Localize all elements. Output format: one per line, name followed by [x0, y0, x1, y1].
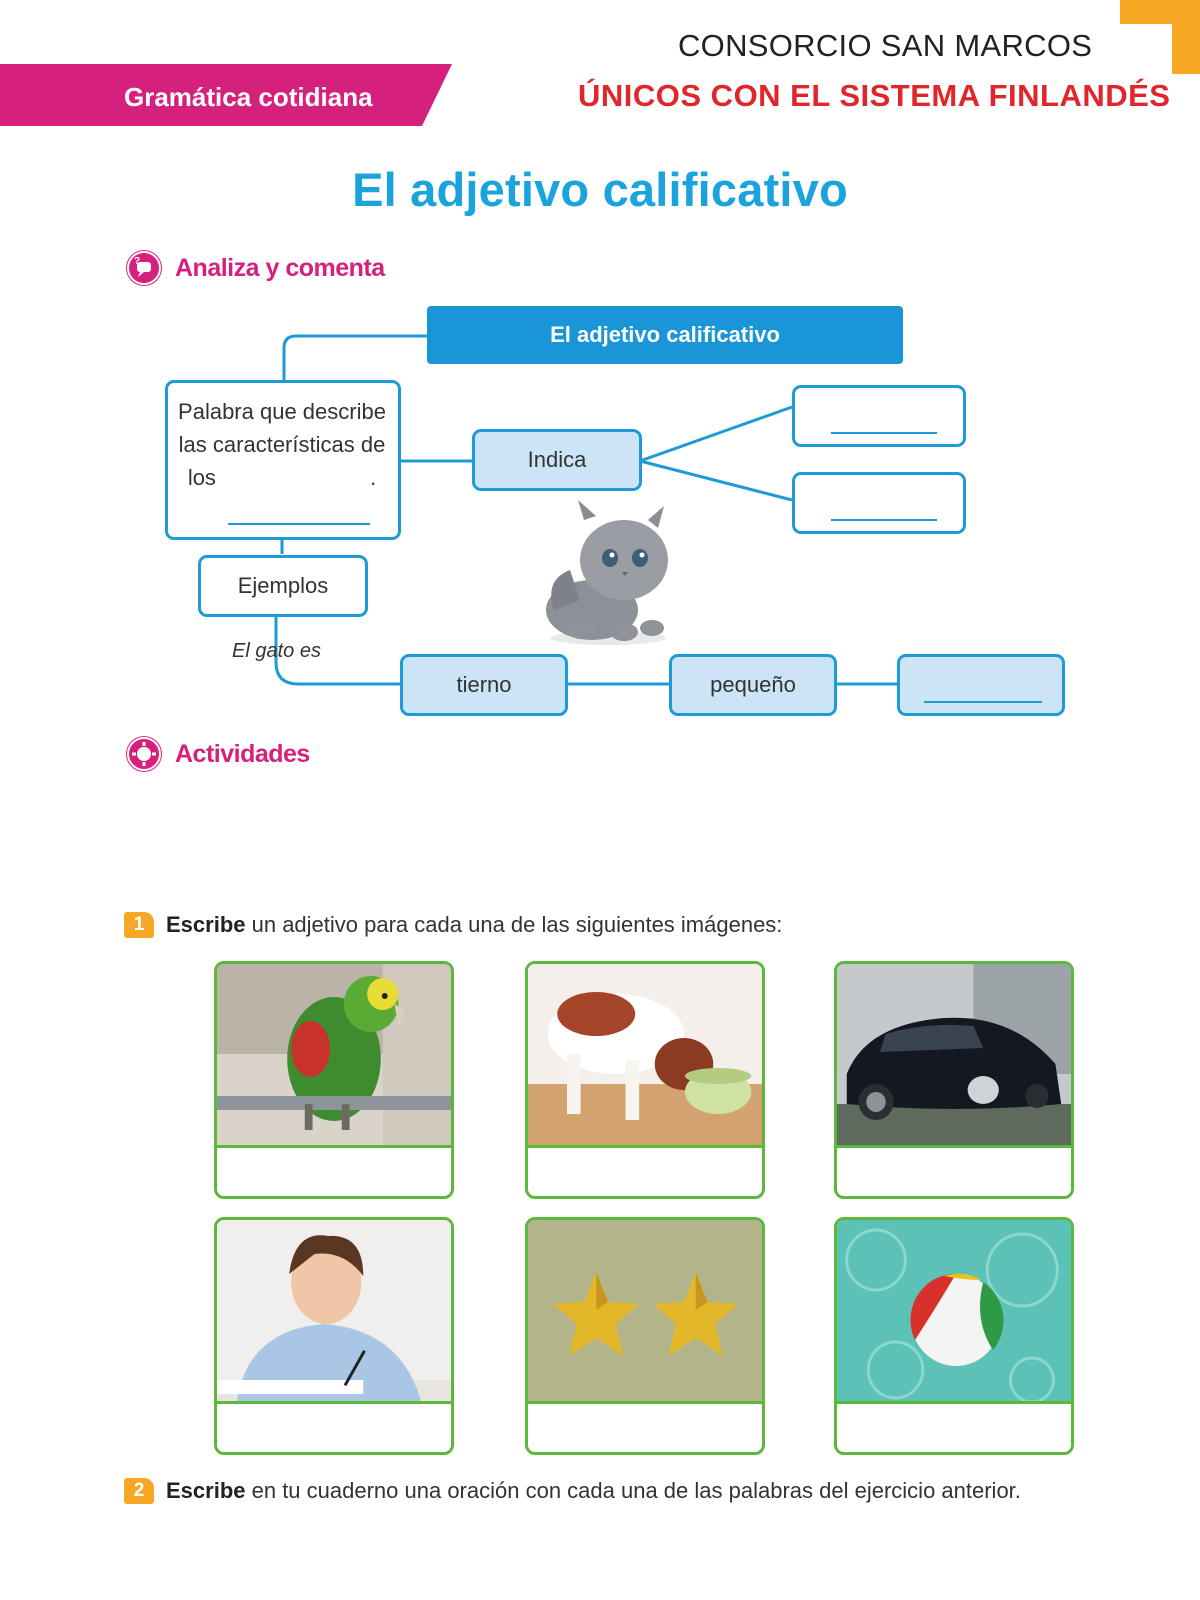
activity-2-instruction: Escribe en tu cuaderno una oración con cada una de las palabras del ejercicio anterior. — [166, 1478, 1021, 1503]
activity-number-1: 1 — [124, 912, 154, 938]
answer-field[interactable] — [837, 1401, 1071, 1452]
image-card-boy — [214, 1217, 454, 1455]
indica-answer-box-2[interactable] — [792, 472, 966, 534]
answer-field[interactable] — [837, 1145, 1071, 1196]
page-title: El adjetivo calificativo — [352, 163, 848, 216]
answer-field[interactable] — [217, 1145, 451, 1196]
image-card-parrot — [214, 961, 454, 1199]
answer-field[interactable] — [528, 1401, 762, 1452]
parrot-image — [217, 964, 451, 1148]
corner-decoration — [1120, 0, 1200, 74]
indica-box: Indica — [472, 429, 642, 491]
answer-blank[interactable] — [831, 432, 937, 434]
stars-image — [528, 1220, 762, 1404]
ejemplos-box: Ejemplos — [198, 555, 368, 617]
image-card-stars — [525, 1217, 765, 1455]
boy-image — [217, 1220, 451, 1404]
dog-image — [528, 964, 762, 1148]
map-title-box: El adjetivo calificativo — [427, 306, 903, 364]
example-box-2: pequeño — [669, 654, 837, 716]
example-answer-box[interactable] — [897, 654, 1065, 716]
answer-blank[interactable] — [831, 519, 937, 521]
indica-answer-box-1[interactable] — [792, 385, 966, 447]
activity-number-2: 2 — [124, 1478, 154, 1504]
answer-field[interactable] — [217, 1401, 451, 1452]
section-heading-actividades: Actividades — [175, 740, 310, 768]
image-card-ball — [834, 1217, 1074, 1455]
brand-slogan: ÚNICOS CON EL SISTEMA FINLANDÉS — [578, 78, 1171, 113]
image-card-dog — [525, 961, 765, 1199]
section-tab-label: Gramática cotidiana — [124, 82, 373, 112]
section-heading-analiza: Analiza y comenta — [175, 254, 385, 282]
definition-blank[interactable] — [228, 523, 370, 525]
image-card-car — [834, 961, 1074, 1199]
example-box-1: tierno — [400, 654, 568, 716]
car-image — [837, 964, 1071, 1148]
kitten-image — [540, 500, 680, 648]
activity-1-instruction: Escribe un adjetivo para cada una de las siguientes imágenes: — [166, 912, 783, 937]
beach-ball-image — [837, 1220, 1071, 1404]
definition-text: Palabra que describe las características de los . — [178, 399, 386, 490]
svg-text:?: ? — [134, 256, 141, 267]
example-prefix: El gato es — [232, 640, 321, 662]
answer-blank[interactable] — [924, 701, 1042, 703]
gear-icon — [126, 736, 162, 772]
brand-name: CONSORCIO SAN MARCOS — [678, 28, 1093, 63]
chat-icon — [126, 250, 162, 286]
answer-field[interactable] — [528, 1145, 762, 1196]
